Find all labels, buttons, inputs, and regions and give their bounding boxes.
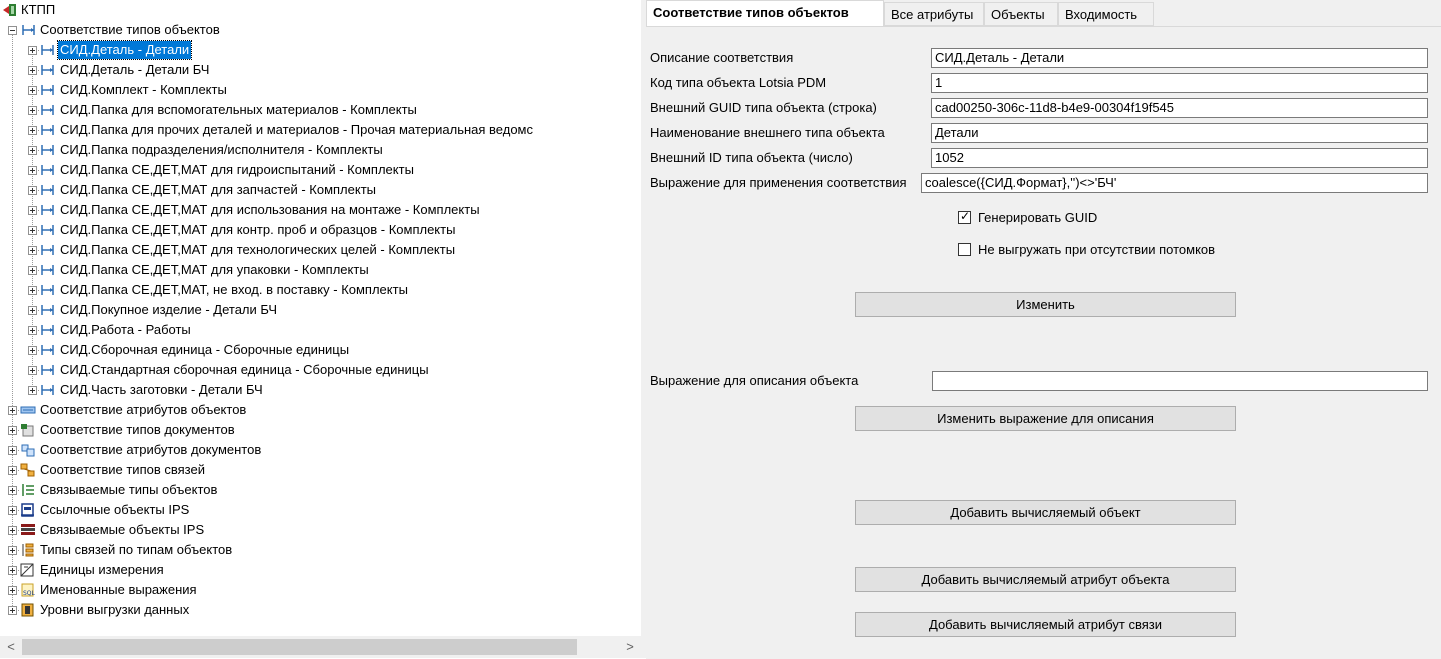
type-link-icon xyxy=(40,203,56,217)
expand-icon[interactable] xyxy=(8,606,17,615)
guid-label: Внешний GUID типа объекта (строка) xyxy=(650,100,877,115)
type-link-icon xyxy=(40,283,56,297)
expand-icon[interactable] xyxy=(28,106,37,115)
type-link-icon xyxy=(40,323,56,337)
tree-item-mapping[interactable] xyxy=(0,40,641,60)
type-link-icon xyxy=(40,183,56,197)
tree-item-mapping[interactable] xyxy=(0,120,641,140)
tree-item-label: СИД.Работа - Работы xyxy=(60,322,191,337)
expand-icon[interactable] xyxy=(28,46,37,55)
tree-item-mapping[interactable] xyxy=(0,240,641,260)
expand-icon[interactable] xyxy=(8,566,17,575)
expand-icon[interactable] xyxy=(8,506,17,515)
expand-icon[interactable] xyxy=(8,486,17,495)
expand-icon[interactable] xyxy=(28,386,37,395)
tree-item-mapping[interactable] xyxy=(0,220,641,240)
document-type-icon xyxy=(20,423,36,437)
tree-item-label: Связываемые типы объектов xyxy=(40,482,218,497)
document-attribute-icon xyxy=(20,443,36,457)
tree-item-mapping[interactable] xyxy=(0,360,641,380)
description-label: Описание соответствия xyxy=(650,50,794,65)
attribute-mapping-icon xyxy=(20,403,36,417)
change-button[interactable]: Изменить xyxy=(855,292,1236,317)
expand-icon[interactable] xyxy=(28,366,37,375)
tree-item-label: Соответствие атрибутов объектов xyxy=(40,402,247,417)
tab-object-type-mapping[interactable]: Соответствие типов объектов xyxy=(646,0,884,27)
tree-item-mapping[interactable] xyxy=(0,320,641,340)
tree-item-label: СИД.Сборочная единица - Сборочные единицы xyxy=(60,342,350,357)
expand-icon[interactable] xyxy=(28,66,37,75)
tree-item-label: СИД.Деталь - Детали xyxy=(60,42,190,57)
tree-item-label: СИД.Часть заготовки - Детали БЧ xyxy=(60,382,263,397)
generate-guid-label: Генерировать GUID xyxy=(978,210,1098,225)
tree-item-label: Соответствие атрибутов документов xyxy=(40,442,262,457)
type-link-icon xyxy=(40,383,56,397)
expand-icon[interactable] xyxy=(8,546,17,555)
type-link-icon xyxy=(40,63,56,77)
expand-icon[interactable] xyxy=(8,406,17,415)
ext-id-field[interactable]: 1052 xyxy=(931,148,1428,168)
expand-icon[interactable] xyxy=(28,226,37,235)
type-link-icon xyxy=(40,363,56,377)
scroll-thumb[interactable] xyxy=(22,639,577,655)
tree-item-mapping[interactable] xyxy=(0,160,641,180)
type-link-icon xyxy=(40,103,56,117)
expand-icon[interactable] xyxy=(28,206,37,215)
tree-item-top[interactable] xyxy=(0,480,400,500)
ext-id-label: Внешний ID типа объекта (число) xyxy=(650,150,853,165)
check-icon: ✓ xyxy=(960,209,971,223)
tree-item-label: СИД.Папка СЕ,ДЕТ,МАТ для использования на монтаже - Комплекты xyxy=(60,202,480,217)
tree-item-label: Единицы измерения xyxy=(40,562,164,577)
tree-item-mapping[interactable] xyxy=(0,140,641,160)
no-export-checkbox[interactable] xyxy=(958,241,1278,259)
tree-item-label: СИД.Папка подразделения/исполнителя - Комплекты xyxy=(60,142,383,157)
tree-item-mapping[interactable] xyxy=(0,80,641,100)
tree-item-top[interactable] xyxy=(0,560,400,580)
expand-icon[interactable] xyxy=(8,426,17,435)
scroll-right-icon[interactable]: > xyxy=(626,639,634,654)
change-desc-button[interactable]: Изменить выражение для описания xyxy=(855,406,1236,431)
expand-icon[interactable] xyxy=(28,126,37,135)
collapse-icon[interactable] xyxy=(8,26,17,35)
tree-item-label: СИД.Деталь - Детали БЧ xyxy=(60,62,210,77)
tree-item-label: СИД.Папка СЕ,ДЕТ,МАТ для запчастей - Комплекты xyxy=(60,182,377,197)
type-link-icon xyxy=(40,223,56,237)
tree-item-label: Типы связей по типам объектов xyxy=(40,542,233,557)
tree-item-top[interactable] xyxy=(0,400,400,420)
tree-item-label: Соответствие типов связей xyxy=(40,462,205,477)
tree-item-top[interactable] xyxy=(0,460,400,480)
tab-objects[interactable]: Объекты xyxy=(984,2,1058,26)
type-link-icon xyxy=(40,83,56,97)
horizontal-scrollbar[interactable] xyxy=(0,636,641,658)
linked-types-icon xyxy=(20,483,36,497)
type-link-icon xyxy=(40,123,56,137)
tree-item-top[interactable] xyxy=(0,580,400,600)
tree-item-top[interactable] xyxy=(0,520,400,540)
expand-icon[interactable] xyxy=(28,166,37,175)
tree-item-object-types[interactable] xyxy=(0,20,400,40)
add-calc-object-button[interactable]: Добавить вычисляемый объект xyxy=(855,500,1236,525)
type-link-icon xyxy=(40,243,56,257)
object-type-mapping-icon xyxy=(21,23,37,37)
guid-field[interactable]: cad00250-306c-11d8-b4e9-00304f19f545 xyxy=(931,98,1428,118)
tree-item-label: СИД.Папка СЕ,ДЕТ,МАТ для технологических целей - Комплекты xyxy=(60,242,456,257)
tab-strip xyxy=(646,0,1441,26)
description-field[interactable]: СИД.Деталь - Детали xyxy=(931,48,1428,68)
units-icon xyxy=(20,563,36,577)
lotsia-code-label: Код типа объекта Lotsia PDM xyxy=(650,75,827,90)
tree-item-label: СИД.Покупное изделие - Детали БЧ xyxy=(60,302,278,317)
tree-item-mapping[interactable] xyxy=(0,280,641,300)
checkbox-box[interactable] xyxy=(958,211,971,224)
apply-expr-label: Выражение для применения соответствия xyxy=(650,175,907,190)
expand-icon[interactable] xyxy=(8,466,17,475)
tree-item-mapping[interactable] xyxy=(0,380,641,400)
tree-item-label: СИД.Папка для вспомогательных материалов - Комплекты xyxy=(60,102,417,117)
tree-root-label: КТПП xyxy=(21,2,56,17)
expand-icon[interactable] xyxy=(28,346,37,355)
tab-inclusion[interactable]: Входимость xyxy=(1058,2,1154,26)
expand-icon[interactable] xyxy=(8,446,17,455)
tree-item-mapping[interactable] xyxy=(0,200,641,220)
add-calc-object-attr-button[interactable]: Добавить вычисляемый атрибут объекта xyxy=(855,567,1236,592)
tree-item-label: СИД.Папка СЕ,ДЕТ,МАТ для контр. проб и образцов - Комплекты xyxy=(60,222,456,237)
tree-item-label: СИД.Папка СЕ,ДЕТ,МАТ для упаковки - Комплекты xyxy=(60,262,369,277)
tree-item-label: СИД.Папка для прочих деталей и материалов - Прочая материальная ведомс xyxy=(60,122,533,137)
checkbox-box[interactable] xyxy=(958,243,971,256)
tab-all-attributes[interactable]: Все атрибуты xyxy=(884,2,984,26)
object-desc-expr-label: Выражение для описания объекта xyxy=(650,373,859,388)
tree-panel xyxy=(0,0,641,658)
ext-name-label: Наименование внешнего типа объекта xyxy=(650,125,885,140)
expand-icon[interactable] xyxy=(28,186,37,195)
expand-icon[interactable] xyxy=(28,246,37,255)
reference-objects-icon xyxy=(20,503,36,517)
tree-item-top[interactable] xyxy=(0,540,400,560)
expand-icon[interactable] xyxy=(28,286,37,295)
tree-item-label: Соответствие типов документов xyxy=(40,422,235,437)
expand-icon[interactable] xyxy=(8,526,17,535)
tree-item-mapping[interactable] xyxy=(0,260,641,280)
tree-item-top[interactable] xyxy=(0,500,400,520)
tree-item-label: Ссылочные объекты IPS xyxy=(40,502,190,517)
expand-icon[interactable] xyxy=(28,266,37,275)
add-calc-link-attr-button[interactable]: Добавить вычисляемый атрибут связи xyxy=(855,612,1236,637)
tree-item-label: СИД.Стандартная сборочная единица - Сборочные единицы xyxy=(60,362,429,377)
tree-item-top[interactable] xyxy=(0,420,400,440)
svg-text:SQL: SQL xyxy=(23,590,35,597)
tree-item-mapping[interactable] xyxy=(0,60,641,80)
tree-item-mapping[interactable] xyxy=(0,300,641,320)
tree-item-label: Именованные выражения xyxy=(40,582,197,597)
type-link-icon xyxy=(40,43,56,57)
scroll-left-icon[interactable]: < xyxy=(7,639,15,654)
expand-icon[interactable] xyxy=(28,86,37,95)
type-link-icon xyxy=(40,143,56,157)
properties-panel xyxy=(646,0,1441,658)
apply-expr-field[interactable]: coalesce({СИД.Формат},'')<>'БЧ' xyxy=(921,173,1428,193)
type-link-icon xyxy=(40,303,56,317)
tree-view[interactable] xyxy=(0,0,641,636)
type-link-icon xyxy=(40,343,56,357)
generate-guid-checkbox[interactable] xyxy=(958,209,1158,227)
tree-item-top[interactable] xyxy=(0,600,400,620)
tab-content xyxy=(646,26,1441,659)
sql-expressions-icon xyxy=(20,583,36,597)
tree-item-top[interactable] xyxy=(0,440,400,460)
expand-icon[interactable] xyxy=(8,586,17,595)
tree-item-label: Соответствие типов объектов xyxy=(40,22,220,37)
expand-icon[interactable] xyxy=(28,146,37,155)
link-types-by-object-icon xyxy=(20,543,36,557)
type-link-icon xyxy=(40,263,56,277)
tree-item-label: Уровни выгрузки данных xyxy=(40,602,190,617)
tree-item-mapping[interactable] xyxy=(0,180,641,200)
ext-name-field[interactable]: Детали xyxy=(931,123,1428,143)
no-export-label: Не выгружать при отсутствии потомков xyxy=(978,242,1216,257)
link-type-icon xyxy=(20,463,36,477)
tree-item-label: СИД.Папка СЕ,ДЕТ,МАТ для гидроиспытаний - Комплекты xyxy=(60,162,414,177)
tree-item-label: Связываемые объекты IPS xyxy=(40,522,205,537)
tree-item-mapping[interactable] xyxy=(0,100,641,120)
tree-item-label: СИД.Папка СЕ,ДЕТ,МАТ, не вход. в поставку - Комплекты xyxy=(60,282,408,297)
tree-root[interactable] xyxy=(0,0,200,20)
ktpp-root-icon xyxy=(2,3,18,17)
tree-item-mapping[interactable] xyxy=(0,340,641,360)
type-link-icon xyxy=(40,163,56,177)
tree-item-label: СИД.Комплект - Комплекты xyxy=(60,82,227,97)
export-levels-icon xyxy=(20,603,36,617)
expand-icon[interactable] xyxy=(28,326,37,335)
linked-objects-icon xyxy=(20,523,36,537)
expand-icon[interactable] xyxy=(28,306,37,315)
lotsia-code-field[interactable]: 1 xyxy=(931,73,1428,93)
object-desc-expr-field[interactable] xyxy=(932,371,1428,391)
